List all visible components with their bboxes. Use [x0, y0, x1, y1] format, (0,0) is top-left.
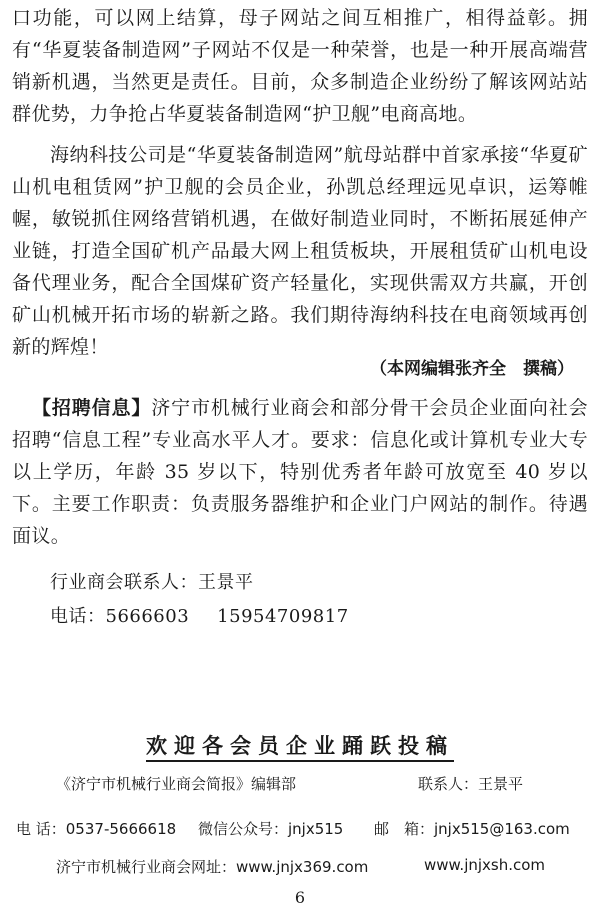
footer-email: 邮 箱：jnjx515@163.com: [374, 820, 570, 838]
footer-website-2: www.jnjxsh.com: [424, 856, 546, 874]
phone-number-2: 15954709817: [217, 606, 349, 627]
phone-number-1: 5666603: [105, 606, 190, 627]
recruitment-phone-line: [50, 602, 349, 628]
recruitment-tag: 【招聘信息】: [32, 397, 152, 419]
footer-website-1: 济宁市机械行业商会网址：www.jnjx369.com: [56, 858, 369, 876]
phone-label: 电话：: [50, 606, 106, 627]
footer-editorial: 《济宁市机械行业商会简报》编辑部: [56, 775, 297, 793]
recruitment-body: 济宁市机械行业商会和部分骨干会员企业面向社会招聘“信息工程”专业高水平人才。要求：信息化或计算机专业大专以上学历，年龄 35 岁以下，特别优秀者年龄可放宽至 40 岁以下。主要工作职责：负责服务器维护和企业门户网站的制作。待遇面议。: [12, 397, 589, 547]
footer-contact: 联系人：王景平: [418, 775, 524, 793]
footer-tel: 电 话：0537-5666618: [16, 820, 177, 838]
article-credit: （本网编辑张齐全 撰稿）: [370, 359, 574, 379]
recruitment-paragraph: [12, 392, 588, 552]
page-number: 6: [294, 888, 306, 907]
recruitment-contact-person: 行业商会联系人：王景平: [50, 572, 254, 593]
footer-title: 欢迎各会员企业踊跃投稿: [0, 730, 600, 760]
footer-wechat: 微信公众号：jnjx515: [198, 820, 344, 838]
article-paragraph-2: 海纳科技公司是“华夏装备制造网”航母站群中首家承接“华夏矿山机电租赁网”护卫舰的会员企业，孙凯总经理远见卓识，运筹帷幄，敏锐抓住网络营销机遇，在做好制造业同时，不断拓展延伸产业链，打造全国矿机产品最大网上租赁板块，开展租赁矿山机电设备代理业务，配合全国煤矿资产轻量化，实现供需双方共赢，开创矿山机械开拓市场的崭新之路。我们期待海纳科技在电商领域再创新的辉煌！: [12, 144, 588, 358]
article-paragraph-1: 口功能，可以网上结算，母子网站之间互相推广，相得益彰。拥有“华夏装备制造网”子网站不仅是一种荣誉，也是一种开展高端营销新机遇，当然更是责任。目前，众多制造企业纷纷了解该网站站群优势，力争抢占华夏装备制造网“护卫舰”电商高地。: [12, 7, 588, 125]
